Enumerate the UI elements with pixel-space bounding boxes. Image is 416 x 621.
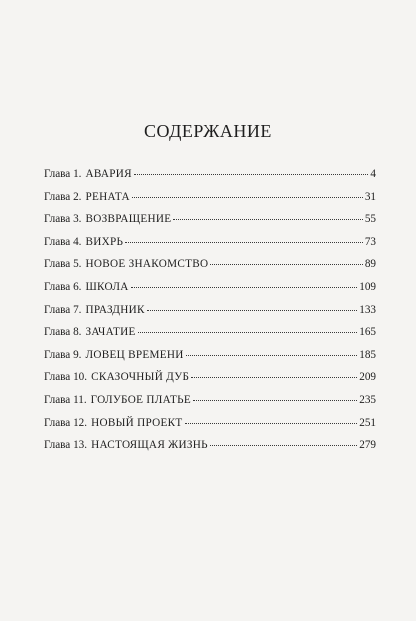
toc-entry (44, 417, 376, 440)
page-number: 133 (359, 303, 376, 316)
toc-entry (44, 191, 376, 214)
dot-leader (131, 286, 358, 288)
dot-leader (210, 263, 362, 265)
chapter-number: Глава 10. (44, 371, 88, 384)
page-number: 89 (364, 258, 376, 271)
page-number: 209 (359, 371, 376, 384)
dot-leader (193, 399, 357, 401)
dot-leader (134, 173, 368, 175)
toc-entry (44, 349, 376, 372)
page-number: 31 (364, 190, 376, 203)
toc-entry (44, 439, 376, 462)
toc-entry (44, 304, 376, 327)
page-number: 165 (359, 326, 376, 339)
toc-entry (44, 213, 376, 236)
chapter-number: Глава 4. (44, 235, 82, 248)
page-number: 73 (364, 235, 376, 248)
page-number: 251 (359, 416, 376, 429)
toc-entry (44, 281, 376, 304)
chapter-number: Глава 6. (44, 280, 82, 293)
dot-leader (125, 241, 363, 243)
chapter-number: Глава 8. (44, 326, 82, 339)
page-number: 279 (359, 439, 376, 452)
dot-leader (185, 422, 358, 424)
chapter-number: Глава 7. (44, 303, 82, 316)
chapter-title: АВАРИЯ (85, 168, 132, 180)
dot-leader (210, 444, 357, 446)
dot-leader (138, 331, 358, 333)
chapter-title: НОВЫЙ ПРОЕКТ (91, 416, 183, 429)
dot-leader (132, 196, 363, 198)
dot-leader (191, 376, 357, 378)
chapter-title: СКАЗОЧНЫЙ ДУБ (91, 371, 190, 384)
page-number: 55 (364, 213, 376, 226)
chapter-title: ВОЗВРАЩЕНИЕ (85, 213, 172, 226)
page-number: 235 (359, 393, 376, 406)
chapter-title: РЕНАТА (85, 190, 130, 203)
chapter-number: Глава 13. (44, 439, 88, 452)
toc-list (44, 168, 376, 462)
chapter-number: Глава 3. (44, 213, 82, 226)
chapter-number: Глава 12. (44, 416, 88, 429)
page-number: 109 (359, 280, 376, 293)
page-number: 4 (370, 168, 376, 180)
chapter-number: Глава 9. (44, 348, 82, 361)
chapter-title: НАСТОЯЩАЯ ЖИЗНЬ (91, 439, 208, 452)
chapter-title: ЛОВЕЦ ВРЕМЕНИ (85, 348, 184, 361)
chapter-title: НОВОЕ ЗНАКОМСТВО (85, 258, 209, 271)
chapter-number: Глава 5. (44, 258, 82, 271)
chapter-title: ПРАЗДНИК (85, 303, 145, 316)
chapter-number: Глава 1. (44, 168, 82, 180)
toc-entry (44, 326, 376, 349)
toc-entry (44, 371, 376, 394)
chapter-number: Глава 11. (44, 393, 87, 406)
chapter-title: ЗАЧАТИЕ (85, 326, 136, 339)
chapter-title: ГОЛУБОЕ ПЛАТЬЕ (90, 393, 191, 406)
page-number: 185 (359, 348, 376, 361)
toc-entry (44, 258, 376, 281)
toc-entry (44, 394, 376, 417)
chapter-number: Глава 2. (44, 190, 82, 203)
toc-entry (44, 168, 376, 191)
toc-entry (44, 236, 376, 259)
toc-title: СОДЕРЖАНИЕ (144, 121, 272, 141)
dot-leader (186, 354, 358, 356)
chapter-title: ШКОЛА (85, 280, 129, 293)
dot-leader (173, 218, 362, 220)
dot-leader (147, 309, 358, 311)
chapter-title: ВИХРЬ (85, 235, 124, 248)
